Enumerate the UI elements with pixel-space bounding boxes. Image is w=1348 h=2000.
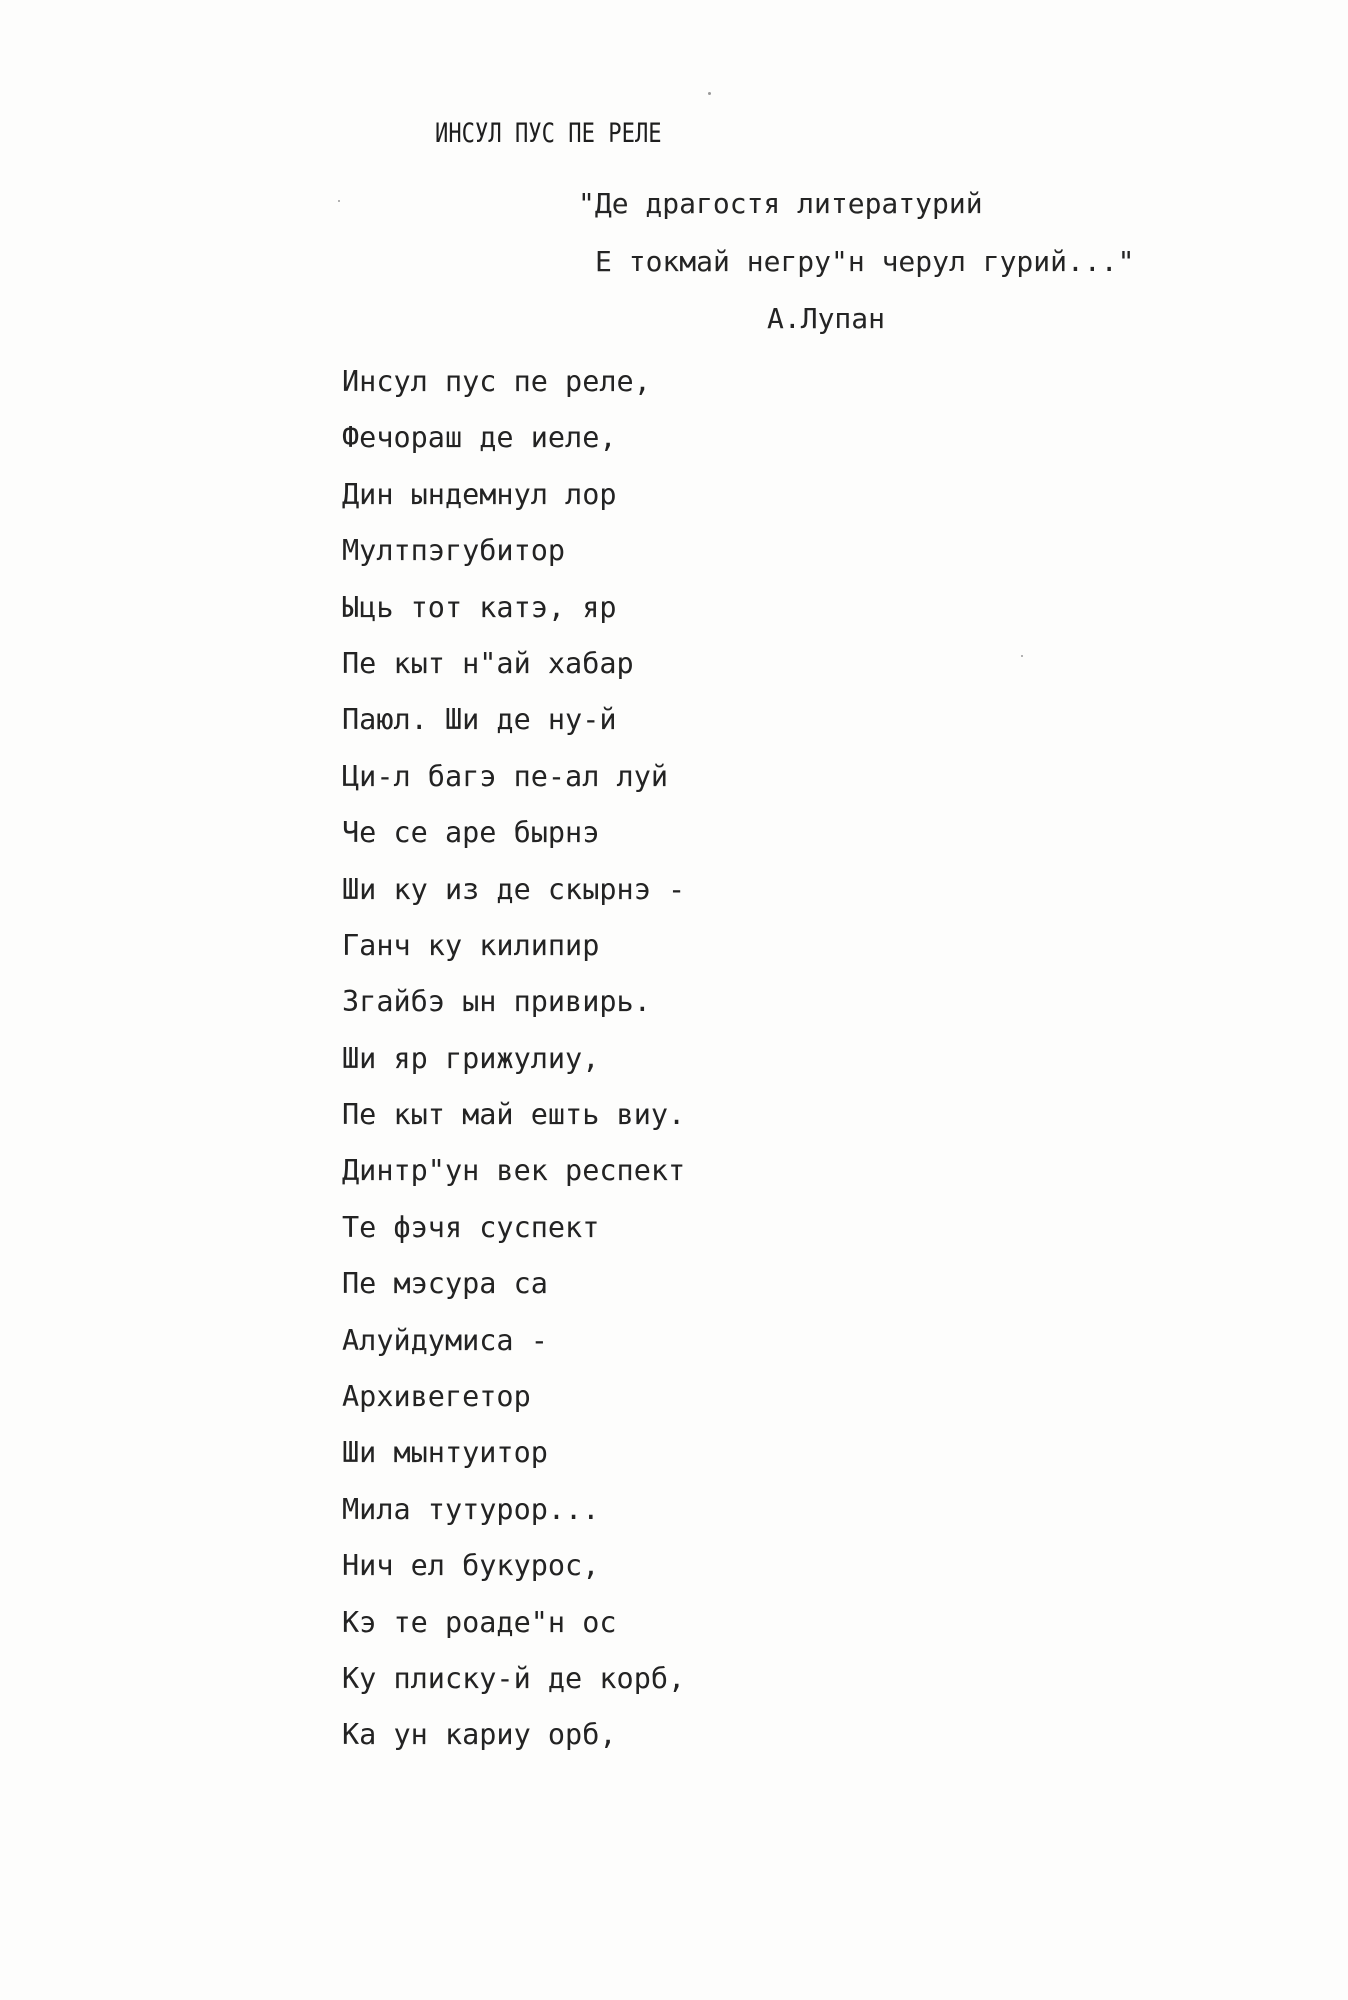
poem-line: Кэ те роаде"н ос	[342, 1605, 617, 1639]
paper-speck	[338, 200, 340, 202]
poem-line: Ши мынтуитор	[342, 1436, 548, 1470]
poem-line: Ыць тот катэ, яр	[342, 590, 617, 624]
poem-line: Згайбэ ын привирь.	[342, 985, 651, 1019]
poem-line: Нич ел букурос,	[342, 1549, 600, 1583]
poem-line: Ка ун кариу орб,	[342, 1718, 617, 1752]
poem-line: Ку плиску-й де корб,	[342, 1661, 686, 1695]
poem-line: Дин ындемнул лор	[342, 477, 617, 511]
epigraph-line-1: "Де драгостя литературий	[578, 187, 983, 220]
poem-line: Мултпэгубитор	[342, 534, 566, 568]
epigraph-author: А.Лупан	[767, 302, 886, 335]
poem-line: Паюл. Ши де ну-й	[342, 703, 617, 737]
paper-speck	[1021, 655, 1023, 657]
poem-line: Ши яр грижулиу,	[342, 1041, 600, 1075]
paper-speck	[708, 92, 711, 95]
epigraph-line-2: Е токмай негру"н черул гурий..."	[595, 245, 1135, 278]
poem-line: Ши ку из де скырнэ -	[342, 872, 686, 906]
poem-line: Пе мэсура са	[342, 1267, 548, 1301]
poem-line: Пе кыт н"ай хабар	[342, 646, 634, 680]
poem-line: Алуйдумиса -	[342, 1323, 548, 1357]
poem-line: Пе кыт май ешть виу.	[342, 1098, 686, 1132]
poem-line: Че се аре бырнэ	[342, 816, 600, 850]
poem-line: Мила тутурор...	[342, 1492, 600, 1526]
poem-line: Ганч ку килипир	[342, 928, 600, 962]
poem-line: Те фэчя суспект	[342, 1210, 600, 1244]
poem-line: Архивегетор	[342, 1380, 531, 1414]
poem-line: Динтр"ун век респект	[342, 1154, 686, 1188]
poem-line: Инсул пус пе реле,	[342, 365, 651, 398]
poem-title: ИНСУЛ ПУС ПЕ РЕЛЕ	[435, 118, 662, 149]
poem-body	[342, 362, 685, 1772]
poem-line: Ци-л багэ пе-ал луй	[342, 759, 669, 793]
poem-line: Фечораш де иеле,	[342, 421, 617, 455]
